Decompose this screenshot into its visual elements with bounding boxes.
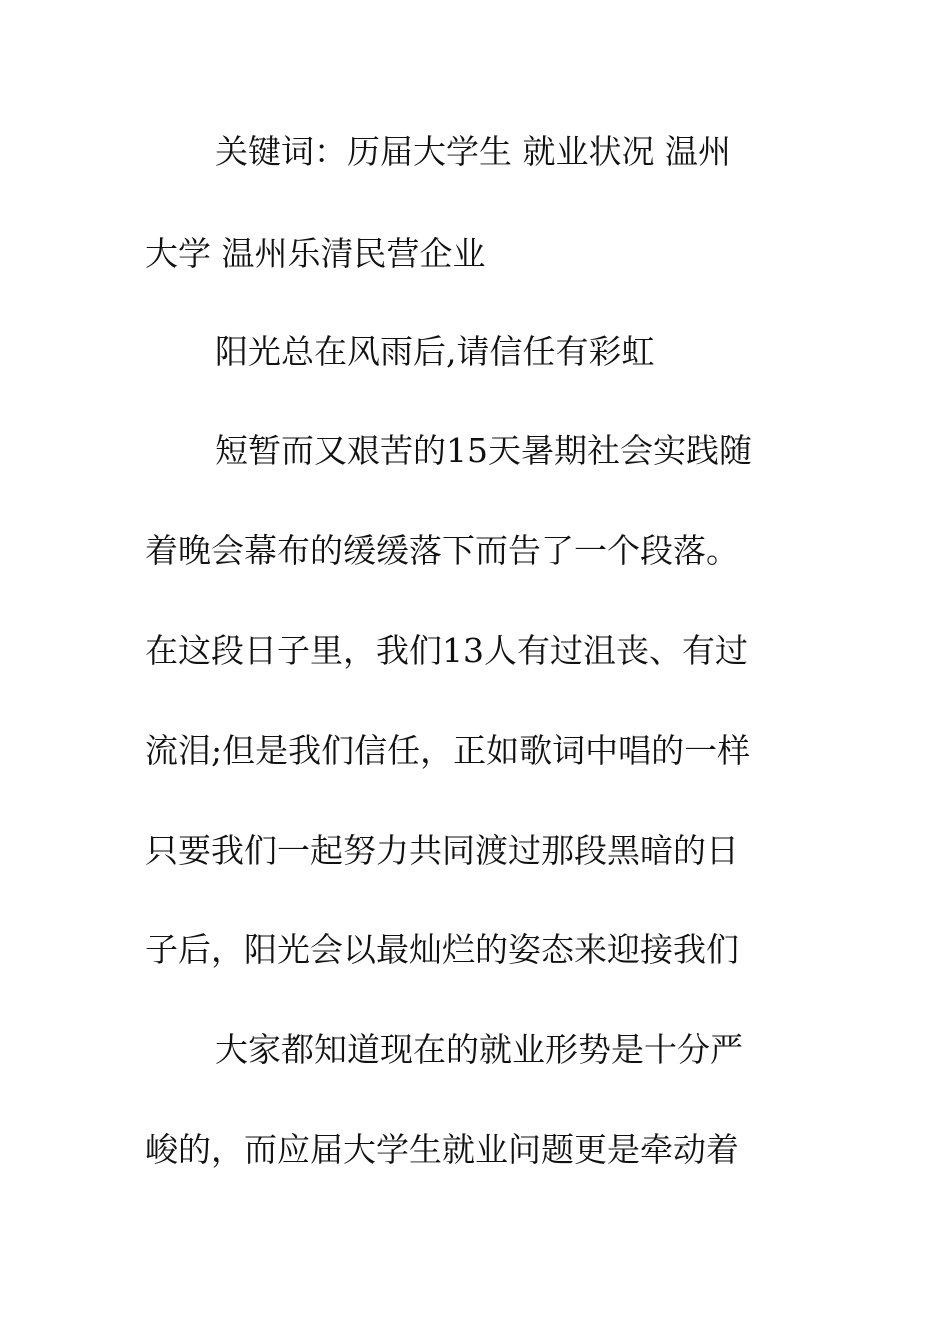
keywords-line-1: 关键词：历届大学生 就业状况 温州 [215, 132, 731, 171]
paragraph-line: 流泪;但是我们信任，正如歌词中唱的一样 [145, 731, 751, 770]
paragraph-line: 峻的，而应届大学生就业问题更是牵动着 [145, 1130, 739, 1169]
section-heading: 阳光总在风雨后,请信任有彩虹 [215, 332, 655, 371]
paragraph-line: 着晚会幕布的缓缓落下而告了一个段落。 [145, 531, 739, 570]
paragraph-line: 子后，阳光会以最灿烂的姿态来迎接我们 [145, 930, 739, 969]
keywords-line-2: 大学 温州乐清民营企业 [145, 234, 486, 273]
paragraph-line: 在这段日子里，我们13人有过沮丧、有过 [145, 631, 748, 670]
paragraph-line: 短暂而又艰苦的15天暑期社会实践随 [215, 431, 752, 470]
paragraph-line: 大家都知道现在的就业形势是十分严 [215, 1030, 743, 1069]
paragraph-line: 只要我们一起努力共同渡过那段黑暗的日 [145, 831, 739, 870]
